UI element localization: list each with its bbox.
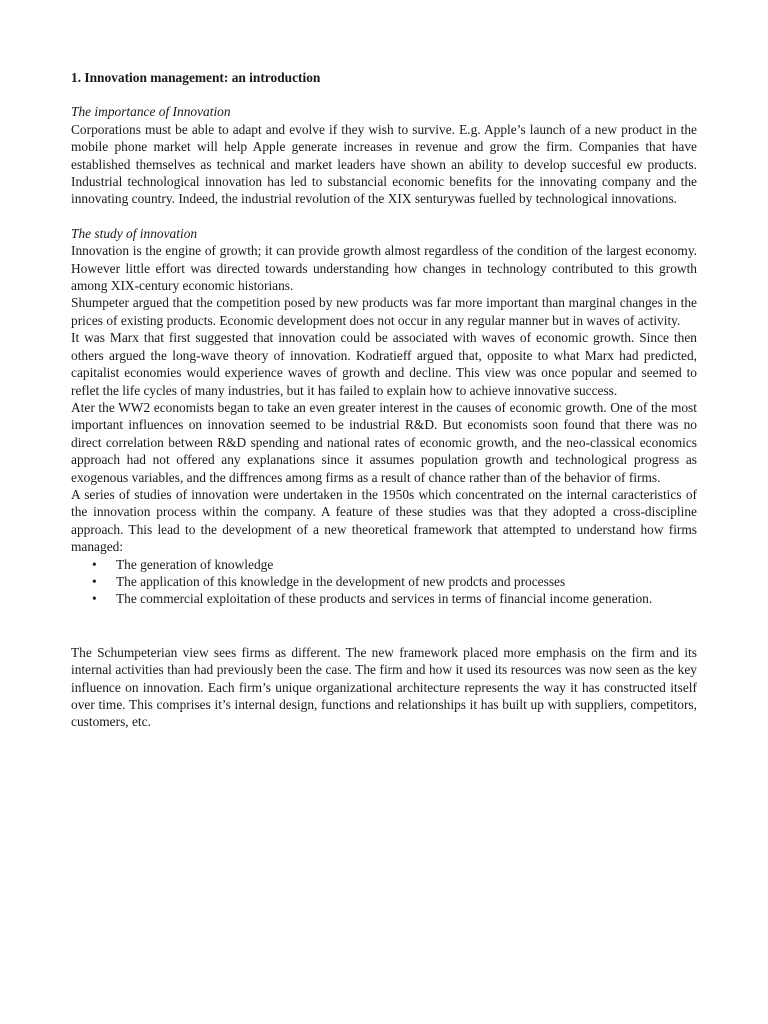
bullet-icon: • xyxy=(92,591,97,607)
paragraph: Innovation is the engine of growth; it can provide growth almost regardless of the condition of the largest economy. However little effort was directed towards understanding how changes in technology contributed to this growth among XIX-century economic historians. xyxy=(71,243,697,294)
spacer xyxy=(71,608,697,644)
list-item xyxy=(71,556,697,573)
paragraph: Shumpeter argued that the competition posed by new products was far more important than marginal changes in the prices of existing products. Economic development does not occur in any regular manner but in waves of activity. xyxy=(71,295,697,328)
document-title: 1. Innovation management: an introduction xyxy=(71,70,321,85)
paragraph: Ater the WW2 economists began to take an even greater interest in the causes of economic growth. One of the most important influences on innovation seemed to be industrial R&D. But economists soon found that there was no direct correlation between R&D spending and national rates of economic growth, and the neo-classical economics approach had not offered any explanations since it assumes population growth and technological progress as exogenous variables, and the diffrences among firms as a result of chance rather than of the behavior of firms. xyxy=(71,399,697,485)
paragraph: Corporations must be able to adapt and evolve if they wish to survive. E.g. Apple’s launch of a new product in the mobile phone market will help Apple generate increases in revenue and grow the firm. Companies that have established themselves as technical and market leaders have shown an ability to develop succesful ew products. Industrial technological innovation has led to substancial economic benefits for the innovating company and the innovating country. Indeed, the industrial revolution of the XIX senturywas fuelled by technological innovations. xyxy=(71,121,697,207)
spacer xyxy=(71,208,697,225)
paragraph: The Schumpeterian view sees firms as different. The new framework placed more emphasis on the firm and its internal activities than had previously been the case. The firm and how it used its resources was now seen as the key influence on innovation. Each firm’s unique organizational architecture represents the way it has constructed itself over time. This comprises it’s internal design, functions and relationships it has built up with suppliers, competitors, customers, etc. xyxy=(71,644,697,730)
section-heading-importance: The importance of Innovation xyxy=(71,104,231,120)
list-item-text: The generation of knowledge xyxy=(116,556,274,572)
list-item-text: The commercial exploitation of these products and services in terms of financial income generation. xyxy=(116,591,653,607)
list-item xyxy=(71,590,697,607)
list-item-text: The application of this knowledge in the development of new prodcts and processes xyxy=(116,573,566,589)
list-item xyxy=(71,573,697,590)
paragraph: It was Marx that first suggested that innovation could be associated with waves of economic growth. Since then others argued the long-wave theory of innovation. Kodratieff argued that, opposite to what Marx had predicted, capitalist economies would experience waves of growth and decline. This view was once popular and seemed to reflet the life cycles of many industries, but it has failed to explain how to achieve innovative success. xyxy=(71,330,697,398)
bullet-icon: • xyxy=(92,573,97,589)
paragraph: A series of studies of innovation were undertaken in the 1950s which concentrated on the internal caracteristics of the innovation process within the company. A feature of these studies was that they adopted a cross-discipline approach. This lead to the development of a new theoretical framework that attempted to understand how firms managed: xyxy=(71,486,697,555)
bullet-list xyxy=(71,556,697,608)
section-heading-study: The study of innovation xyxy=(71,225,198,241)
bullet-icon: • xyxy=(92,556,97,572)
document-page xyxy=(71,69,697,731)
